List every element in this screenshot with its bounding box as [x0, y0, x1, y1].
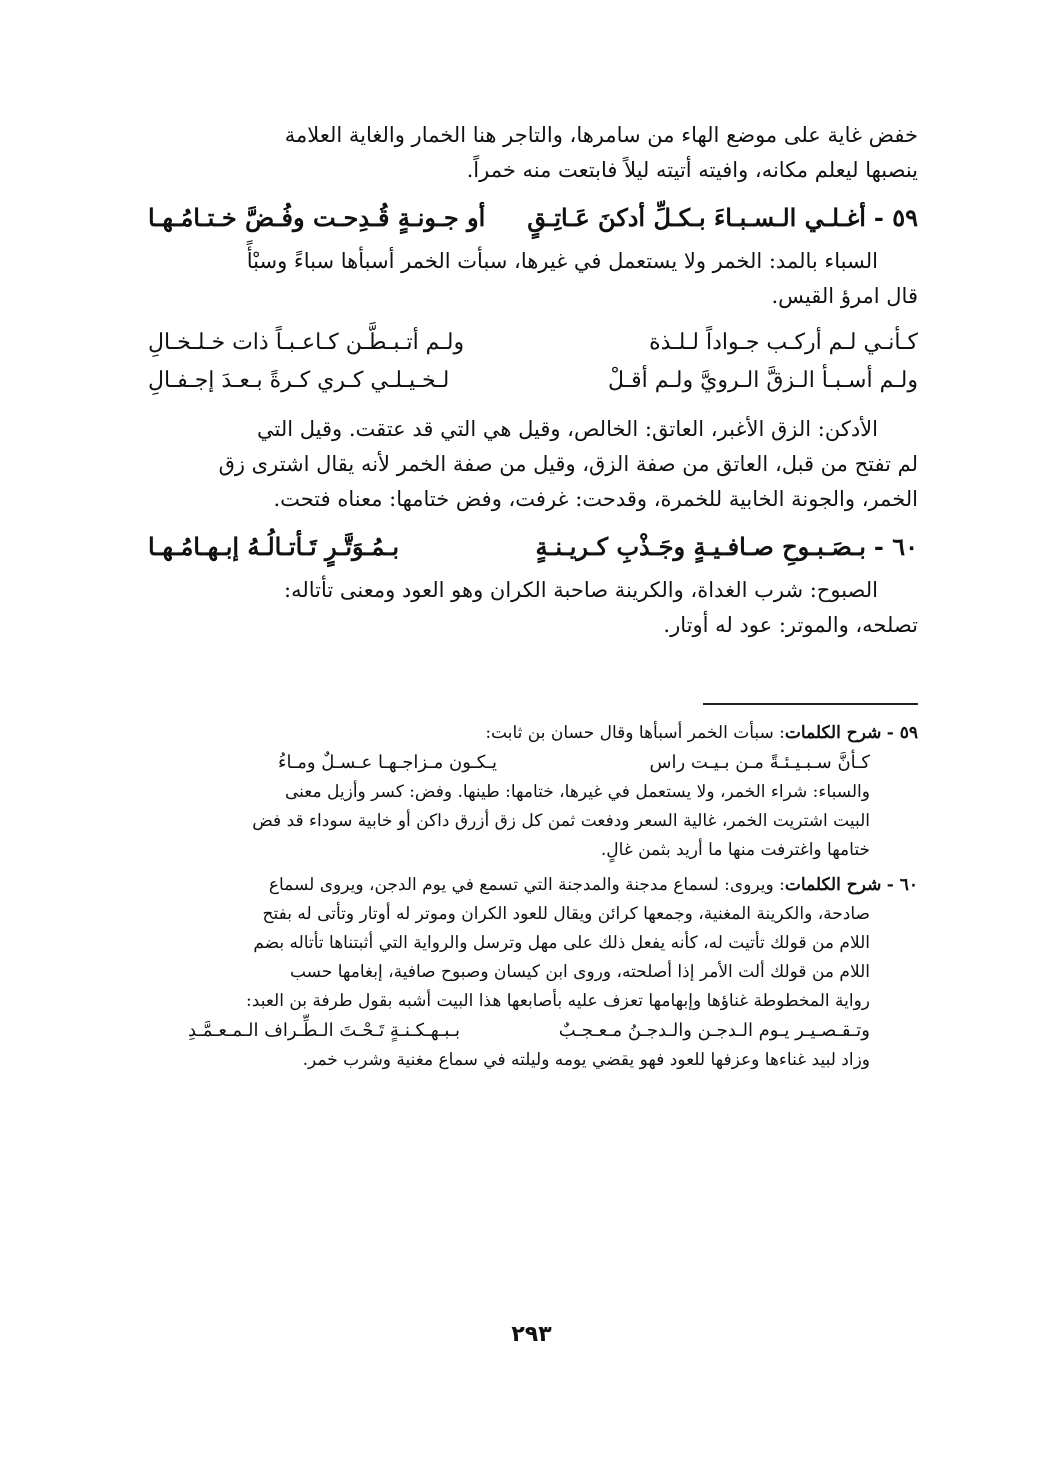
text-line: رواية المخطوطة غناؤها وإبهامها تعزف عليه بأصابعها هذا البيت أشبه بقول طرفة بن العبد: [246, 991, 870, 1011]
footnote-label: شرح الكلمات [784, 875, 882, 895]
hemistich-first: وتـقـصـيـر يـوم الـدجـن والـدجـنُ مـعـجـبٌ [558, 1020, 870, 1041]
hemistich-second: لـخـيـلـي كـري كـرةً بـعـدَ إجـفـالِ [148, 368, 450, 393]
text-line: ختامها واغترفت منها ما أريد بثمن غالٍ. [600, 840, 870, 860]
hemistich-first: كـأنـي لـم أركـب جـواداً لـلـذة [649, 330, 918, 355]
text-line: اللام من قولك ألت الأمر إذا أصلحته، وروى ابن كيسان وصبوح صافية، إبغامها حسب [289, 962, 870, 982]
hemistich-second: يـكـون مـزاجـهـا عـسـلٌ ومـاءُ [278, 752, 498, 773]
page-body [148, 118, 918, 1081]
text-line: وزاد لبيد غناءها وعزفها للعود فهو يقضي يومه وليلته في سماع مغنية وشرب خمر. [302, 1050, 870, 1070]
intro-paragraph [148, 118, 918, 188]
page-number: ٢٩٣ [511, 1322, 552, 1347]
commentary-59-glossary [148, 412, 918, 517]
verse-hemistich-first [527, 200, 918, 236]
commentary-60 [148, 573, 918, 643]
text-line: اللام من قولك تأتيت له، كأنه يفعل ذلك على مهل وترسل والرواية التي أثبتناها تأتاله بضم [253, 933, 870, 953]
hemistich-second: بـبـهـكـنـةٍ تَـحْـتَ الـطِّـراف الـمـعـمَّـدِ [188, 1020, 461, 1041]
hemistich-first: ولـم أسـبـأ الـزقَّ الـرويَّ ولـم أقـلْ [607, 368, 918, 393]
hemistich-first: كـأنَّ سـبـيـئـةً مـن بـيـت راس [649, 752, 870, 773]
text-line: : سبأت الخمر أسبأها وقال حسان بن ثابت: [485, 723, 785, 743]
quoted-couplet [148, 324, 918, 362]
commentary-59 [148, 244, 918, 314]
verse-number: ٦٠ - [873, 532, 918, 561]
footnote-heading [148, 719, 918, 748]
text-line: صادحة، والكرينة المغنية، وجمعها كرائن ويقال للعود الكران وموتر له أوتار وتأتى له بفتح [262, 904, 870, 924]
hemistich-text: أغـلـي الـسـبـاءَ بـكـلِّ أدكنَ عَـاتِـقٍ [527, 203, 866, 232]
footnote-number: ٥٩ - [886, 723, 918, 743]
text-line: الصبوح: شرب الغداة، والكرينة صاحبة الكران وهو العود ومعنى تأتاله: [284, 578, 878, 602]
footnote-heading [148, 871, 918, 900]
text-line: خفض غاية على موضع الهاء من سامرها، والتاجر هنا الخمار والغاية العلامة [284, 123, 918, 147]
verse-hemistich-second: أو جـونـةٍ قُـدِحـت وفُـضَّ خـتـامُـهـا [148, 203, 486, 232]
verse-number: ٥٩ - [873, 203, 918, 232]
quoted-couplet [148, 1016, 918, 1046]
text-line: تصلحه، والموتر: عود له أوتار. [663, 613, 918, 637]
quoted-couplet [148, 362, 918, 400]
footnote-59 [148, 719, 918, 865]
imru-al-qays-quote [148, 324, 918, 400]
footnote-divider [703, 703, 918, 705]
text-line: الخمر، والجونة الخابية للخمرة، وقدحت: غرفت، وفض ختامها: معناه فتحت. [273, 487, 918, 511]
text-line: السباء بالمد: الخمر ولا يستعمل في غيرها، سبأت الخمر أسبأها سباءً وسبْأً [246, 249, 878, 273]
text-line: لم تفتح من قبل، العاتق من صفة الزق، وقيل من صفة الخمر لأنه يقال اشترى زق [218, 452, 918, 476]
verse-hemistich-first [536, 529, 918, 565]
text-line: : ويروى: لسماع مدجنة والمدجنة التي تسمع في يوم الدجن، ويروى لسماع [268, 875, 785, 895]
hemistich-second: ولـم أتـبـطَّـن كـاعـبـاً ذات خـلـخـالِ [148, 330, 465, 355]
footnote-label: شرح الكلمات [784, 723, 882, 743]
quoted-couplet [148, 748, 918, 778]
footnote-60 [148, 871, 918, 1075]
text-line: والسباء: شراء الخمر، ولا يستعمل في غيرها، ختامها: طينها. وفض: كسر وأزيل معنى [285, 782, 870, 802]
footnote-number: ٦٠ - [886, 875, 918, 895]
text-line: ينصبها ليعلم مكانه، وافيته أتيته ليلاً فابتعت منه خمراً. [466, 158, 918, 182]
text-line: قال امرؤ القيس. [771, 284, 918, 308]
verse-60 [148, 529, 918, 565]
verse-59 [148, 200, 918, 236]
text-line: البيت اشتريت الخمر، غالية السعر ودفعت ثمن كل زق أزرق داكن أو خابية سوداء قد فض [252, 811, 870, 831]
verse-hemistich-second: بـمُـوَتَّـرٍ تَـأتـالُـهُ إبـهـامُـهـا [148, 532, 400, 561]
text-line: الأدكن: الزق الأغبر، العاتق: الخالص، وقيل هي التي قد عتقت. وقيل التي [257, 417, 878, 441]
hemistich-text: بـصَـبـوحِ صـافـيـةٍ وجَـذْبِ كـريـنـةٍ [535, 532, 866, 561]
